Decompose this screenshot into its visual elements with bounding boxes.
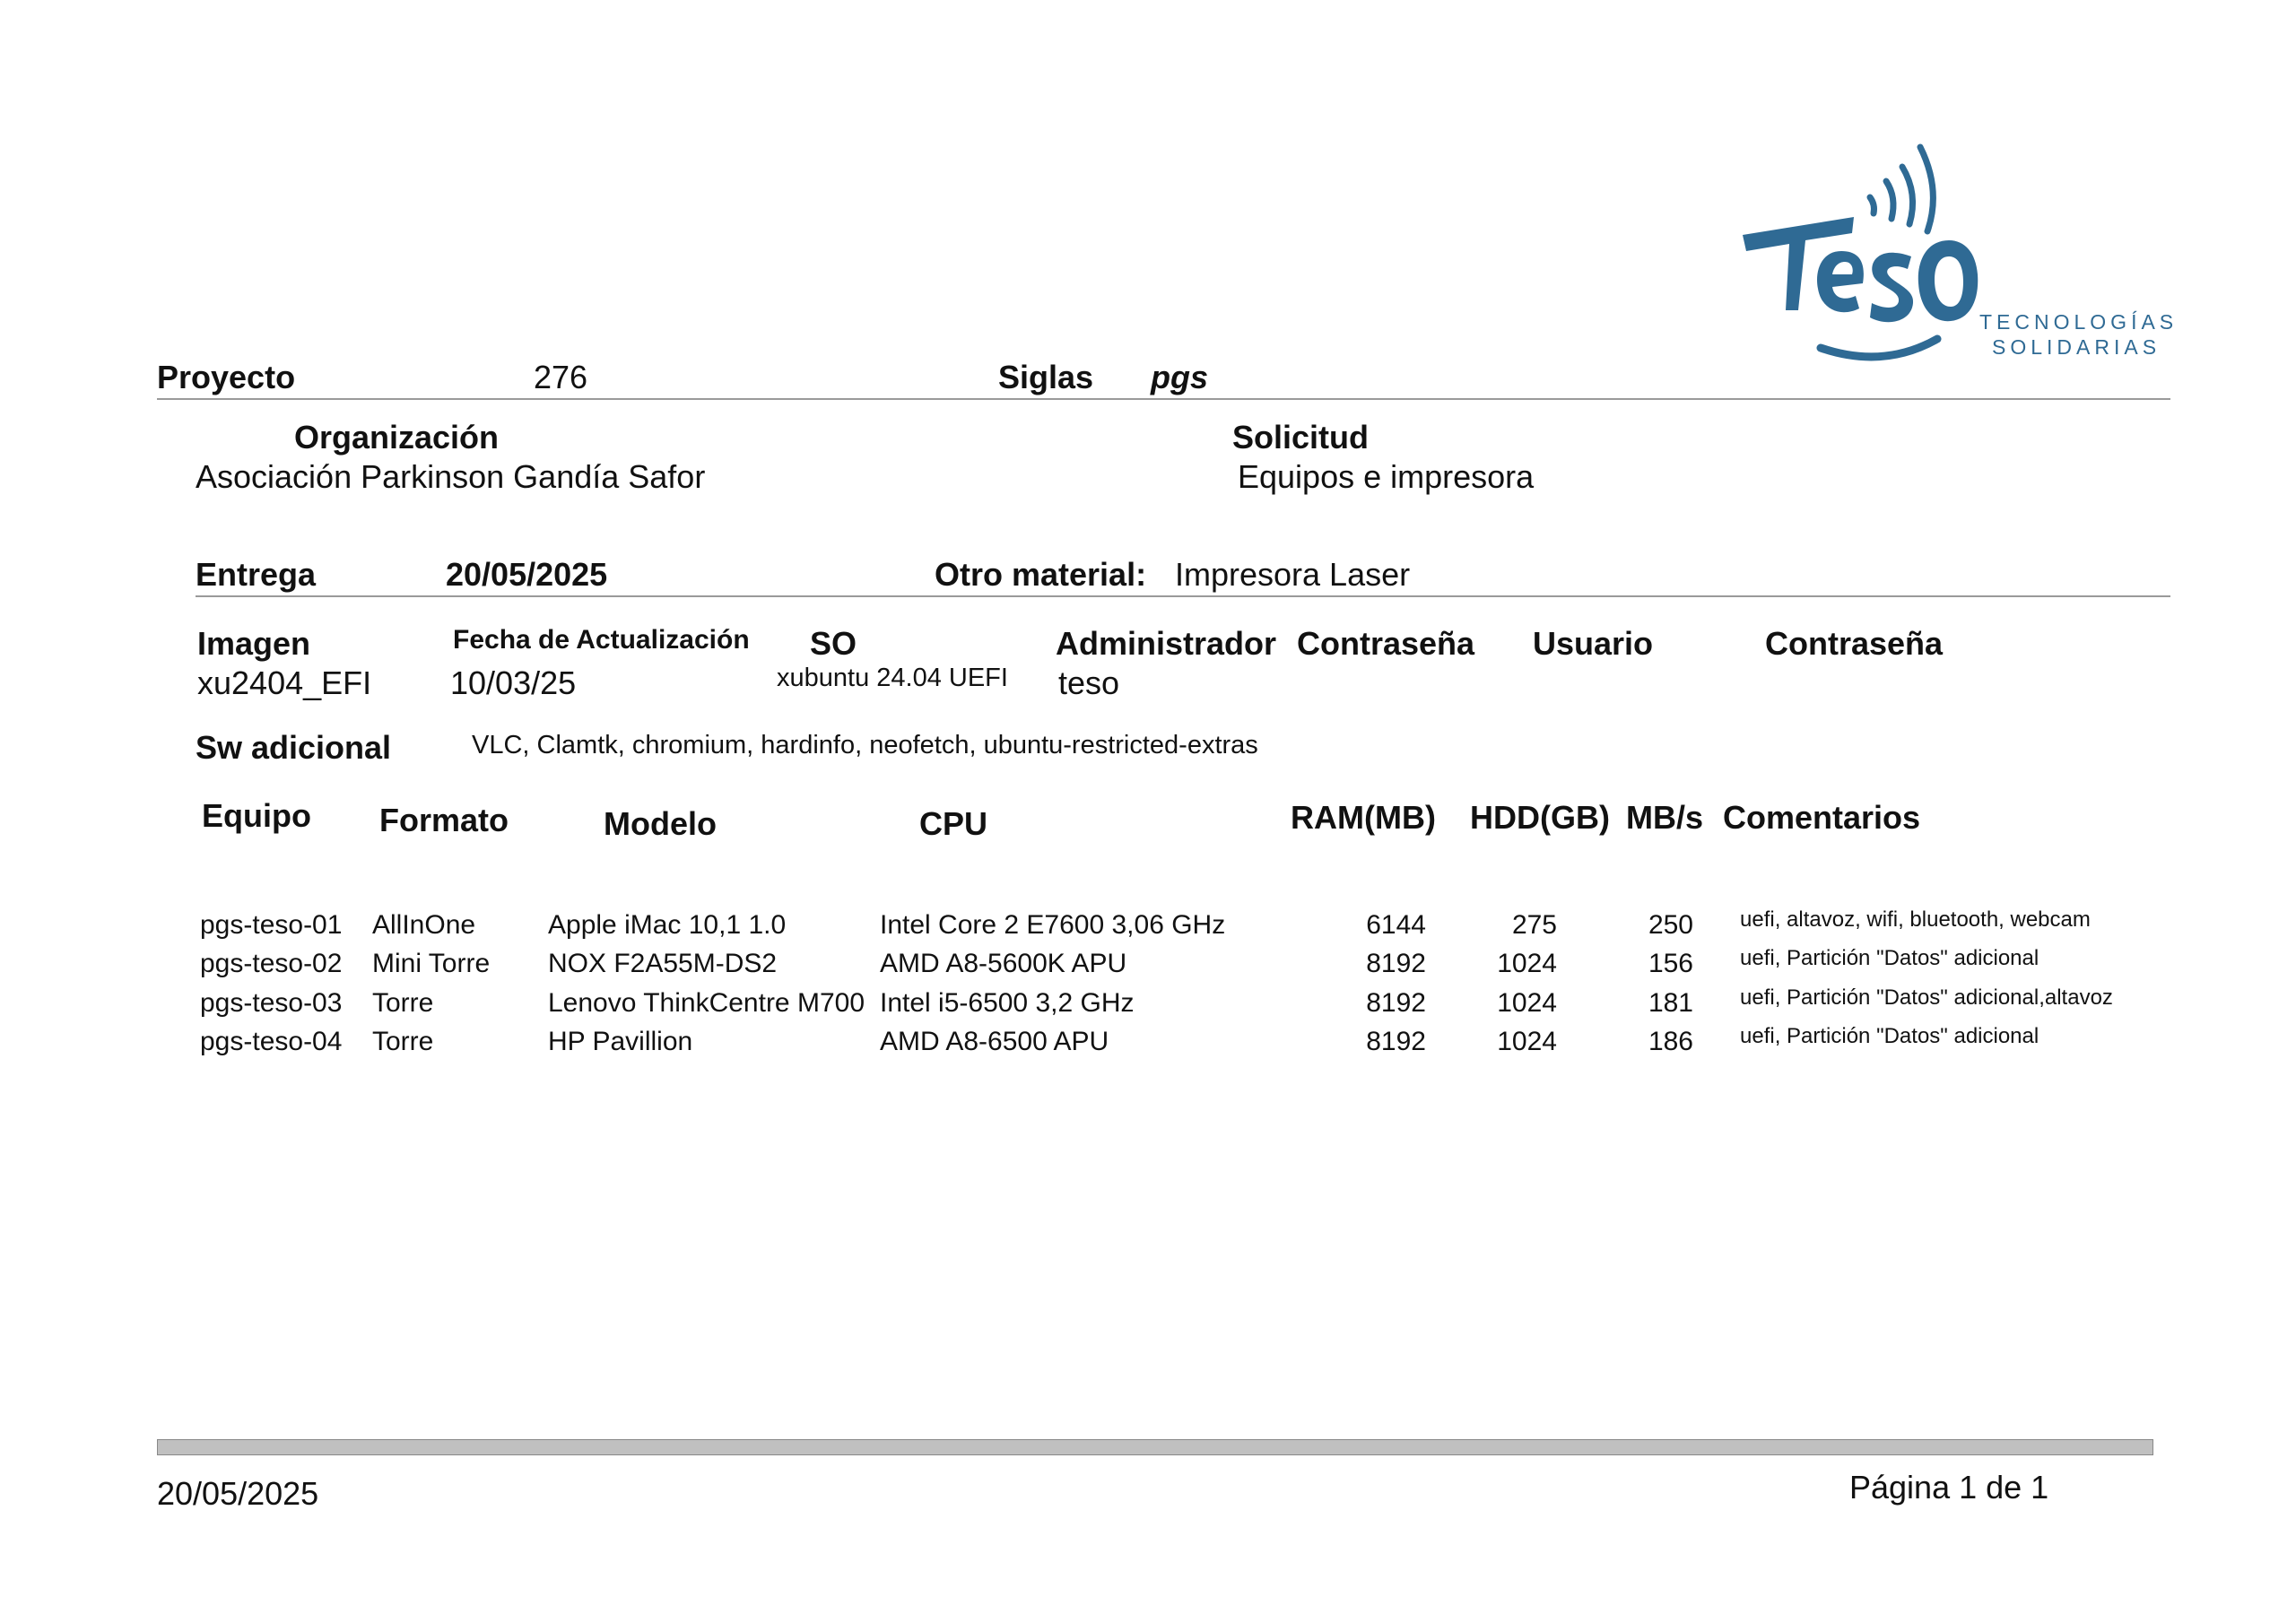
cell-formato: Mini Torre bbox=[372, 949, 491, 978]
cell-formato: AllInOne bbox=[372, 910, 476, 940]
fecha-actualizacion-value: 10/03/25 bbox=[450, 664, 577, 701]
col-header-equipo: Equipo bbox=[202, 797, 311, 834]
organizacion-value: Asociación Parkinson Gandía Safor bbox=[196, 458, 706, 495]
col-header-mbs: MB/s bbox=[1626, 799, 1704, 836]
table-row bbox=[0, 907, 2296, 950]
col-header-formato: Formato bbox=[379, 802, 509, 838]
cell-equipo: pgs-teso-03 bbox=[200, 988, 343, 1018]
cell-mbs: 250 bbox=[1648, 910, 1693, 940]
solicitud-value: Equipos e impresora bbox=[1238, 458, 1535, 495]
entrega-divider bbox=[196, 595, 2170, 597]
so-value: xubuntu 24.04 UEFI bbox=[777, 664, 1008, 692]
cell-modelo: Apple iMac 10,1 1.0 bbox=[548, 910, 787, 940]
cell-formato: Torre bbox=[372, 988, 434, 1018]
administrador-value: teso bbox=[1058, 664, 1120, 701]
cell-comentarios: uefi, Partición "Datos" adicional,altavoz bbox=[1740, 985, 2113, 1010]
proyecto-label: Proyecto bbox=[157, 359, 296, 395]
cell-mbs: 156 bbox=[1648, 949, 1693, 978]
table-row bbox=[0, 946, 2296, 988]
header-divider bbox=[157, 398, 2170, 400]
table-row bbox=[0, 985, 2296, 1028]
sw-adicional-value: VLC, Clamtk, chromium, hardinfo, neofetch, ubuntu-restricted-extras bbox=[472, 731, 1258, 759]
cell-ram: 8192 bbox=[1366, 949, 1426, 978]
cell-hdd: 275 bbox=[1511, 910, 1557, 940]
cell-comentarios: uefi, Partición "Datos" adicional bbox=[1740, 1024, 2039, 1048]
cell-comentarios: uefi, Partición "Datos" adicional bbox=[1740, 946, 2039, 970]
cell-equipo: pgs-teso-02 bbox=[200, 949, 343, 978]
cell-hdd: 1024 bbox=[1497, 988, 1557, 1018]
table-row bbox=[0, 1024, 2296, 1066]
sw-adicional-label: Sw adicional bbox=[196, 729, 392, 766]
cell-ram: 6144 bbox=[1366, 910, 1426, 940]
siglas-value: pgs bbox=[1151, 359, 1209, 395]
so-label: SO bbox=[810, 625, 857, 662]
footer-bar bbox=[157, 1439, 2153, 1455]
cell-equipo: pgs-teso-01 bbox=[200, 910, 343, 940]
otro-material-value: Impresora Laser bbox=[1175, 556, 1411, 593]
teso-logo bbox=[1735, 135, 2179, 368]
col-header-ram: RAM(MB) bbox=[1291, 799, 1436, 836]
cell-modelo: HP Pavillion bbox=[548, 1027, 693, 1056]
cell-equipo: pgs-teso-04 bbox=[200, 1027, 343, 1056]
proyecto-value: 276 bbox=[534, 359, 588, 395]
contrasena-usuario-label: Contraseña bbox=[1765, 625, 1944, 662]
cell-mbs: 186 bbox=[1648, 1027, 1693, 1056]
siglas-label: Siglas bbox=[998, 359, 1094, 395]
footer-date: 20/05/2025 bbox=[157, 1475, 319, 1512]
contrasena-admin-label: Contraseña bbox=[1297, 625, 1475, 662]
usuario-label: Usuario bbox=[1533, 625, 1654, 662]
cell-ram: 8192 bbox=[1366, 1027, 1426, 1056]
cell-comentarios: uefi, altavoz, wifi, bluetooth, webcam bbox=[1740, 907, 2091, 932]
cell-cpu: AMD A8-6500 APU bbox=[880, 1027, 1109, 1056]
cell-cpu: AMD A8-5600K APU bbox=[880, 949, 1127, 978]
cell-cpu: Intel i5-6500 3,2 GHz bbox=[880, 988, 1135, 1018]
cell-mbs: 181 bbox=[1648, 988, 1693, 1018]
cell-ram: 8192 bbox=[1366, 988, 1426, 1018]
cell-hdd: 1024 bbox=[1497, 1027, 1557, 1056]
cell-cpu: Intel Core 2 E7600 3,06 GHz bbox=[880, 910, 1226, 940]
entrega-value: 20/05/2025 bbox=[446, 556, 608, 593]
imagen-value: xu2404_EFI bbox=[197, 664, 372, 701]
otro-material-label: Otro material: bbox=[935, 556, 1147, 593]
cell-formato: Torre bbox=[372, 1027, 434, 1056]
cell-modelo: Lenovo ThinkCentre M700 bbox=[548, 988, 865, 1018]
solicitud-label: Solicitud bbox=[1232, 419, 1369, 456]
organizacion-label: Organización bbox=[294, 419, 500, 456]
administrador-label: Administrador bbox=[1056, 625, 1277, 662]
fecha-actualizacion-label: Fecha de Actualización bbox=[453, 625, 750, 655]
col-header-hdd: HDD(GB) bbox=[1470, 799, 1610, 836]
col-header-modelo: Modelo bbox=[604, 805, 717, 842]
col-header-comentarios: Comentarios bbox=[1723, 799, 1921, 836]
imagen-label: Imagen bbox=[197, 625, 311, 662]
entrega-label: Entrega bbox=[196, 556, 317, 593]
cell-modelo: NOX F2A55M-DS2 bbox=[548, 949, 778, 978]
cell-hdd: 1024 bbox=[1497, 949, 1557, 978]
logo-line-2: SOLIDARIAS bbox=[1992, 335, 2161, 359]
footer-page-number: Página 1 de 1 bbox=[1849, 1469, 2049, 1506]
logo-line-1: TECNOLOGÍAS bbox=[1979, 310, 2179, 334]
col-header-cpu: CPU bbox=[919, 805, 988, 842]
